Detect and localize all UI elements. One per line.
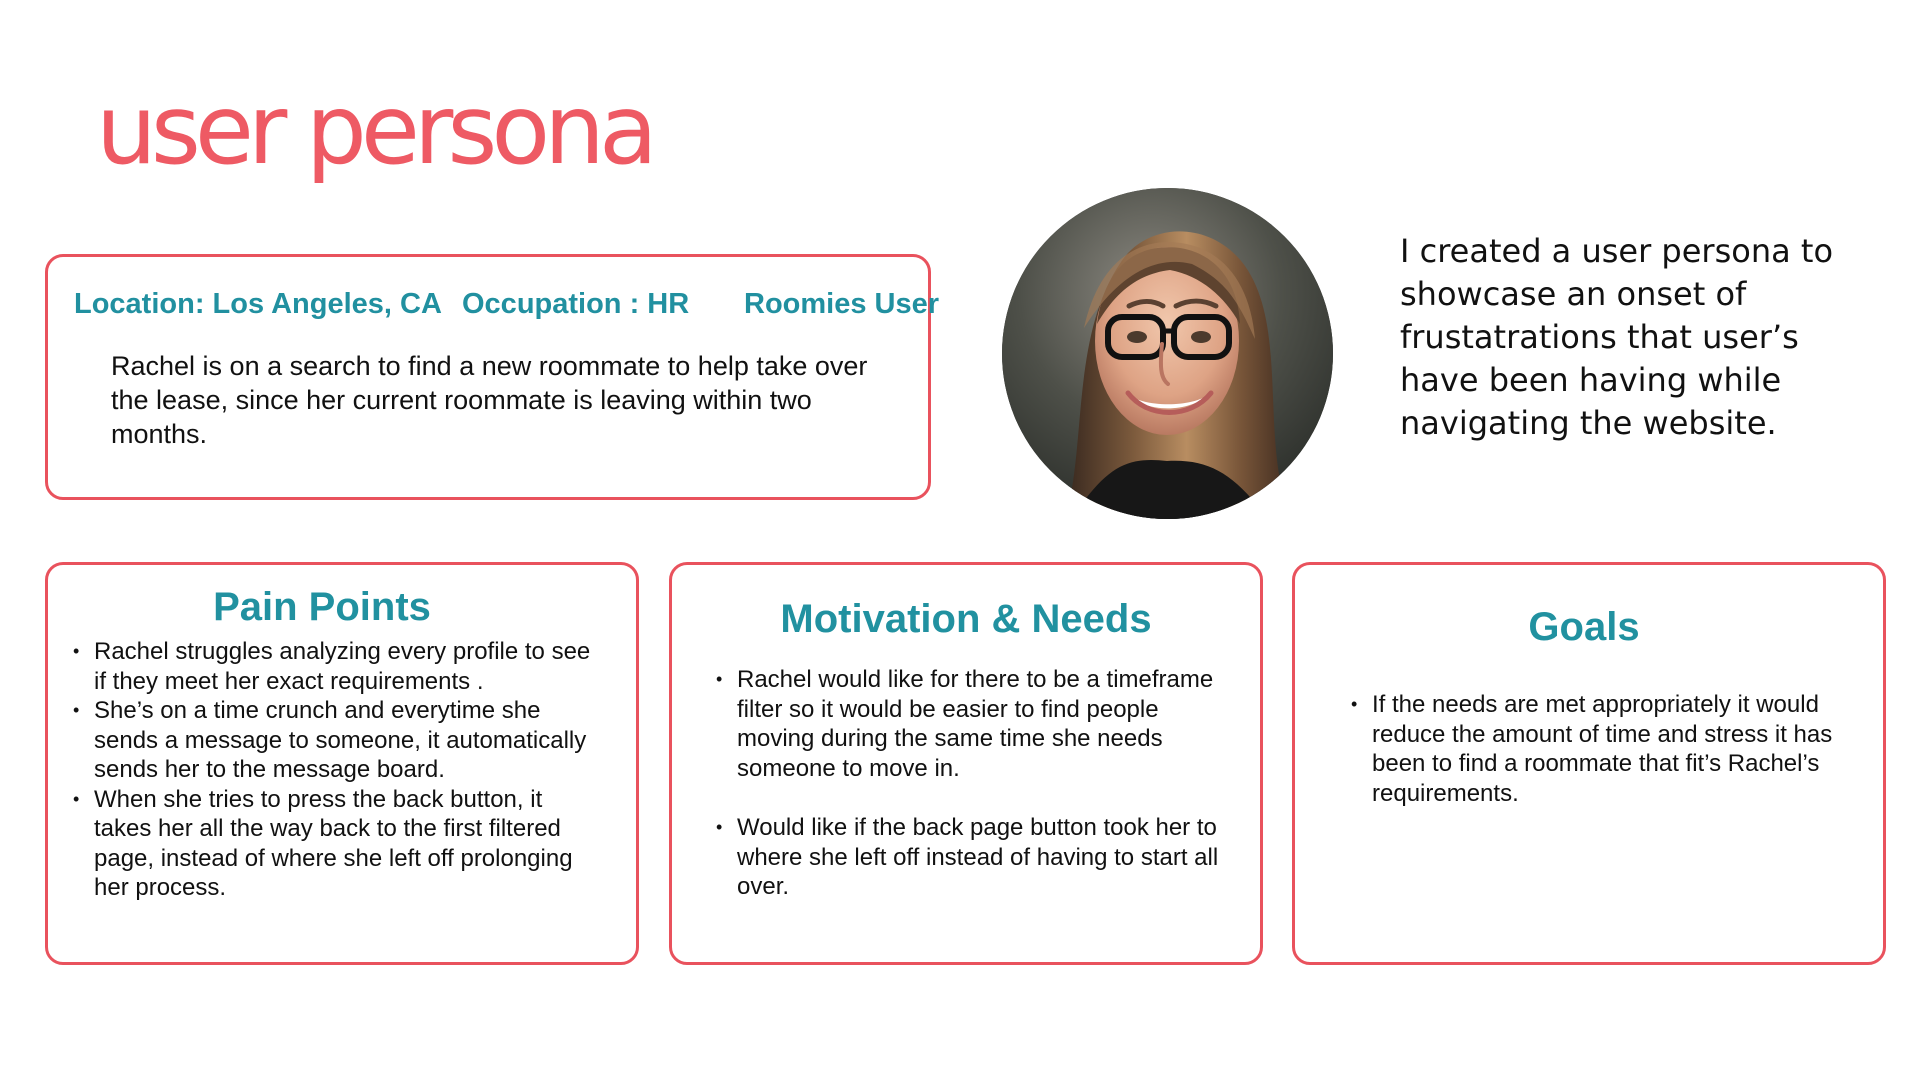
motivation-needs-title: Motivation & Needs bbox=[780, 597, 1152, 641]
persona-introduction: I created a user persona to showcase an onset of frustatrations that user’s have been having while navigating the website. bbox=[1400, 232, 1834, 442]
goals-title: Goals bbox=[1528, 605, 1640, 649]
motivation-need-item: • Would like if the back page button took her to where she left off instead of having to start all over. bbox=[737, 813, 1242, 902]
pain-point-item: • She’s on a time crunch and everytime she sends a message to someone, it automatically sends her to the message board. bbox=[94, 696, 594, 785]
user-type-label: Roomies User bbox=[744, 288, 940, 320]
persona-portrait bbox=[1002, 188, 1333, 519]
pain-point-item: • When she tries to press the back button, it takes her all the way back to the first filtered page, instead of where she left off prolonging her process. bbox=[94, 785, 594, 903]
persona-details-row bbox=[74, 288, 940, 328]
page-title: user persona bbox=[96, 74, 652, 186]
persona-description: Rachel is on a search to find a new roommate to help take over the lease, since her current roommate is leaving within two months. bbox=[111, 351, 868, 449]
location-label: Location: Los Angeles, CA bbox=[74, 288, 442, 320]
motivation-need-item: • Rachel would like for there to be a timeframe filter so it would be easier to find people moving during the same time she needs someone to move in. bbox=[737, 665, 1242, 783]
motivation-needs-card bbox=[669, 562, 1263, 965]
motivation-needs-list bbox=[737, 665, 1242, 902]
pain-points-list bbox=[94, 637, 594, 903]
woman-portrait-icon bbox=[1002, 188, 1333, 519]
goals-list bbox=[1372, 690, 1852, 808]
pain-points-card bbox=[45, 562, 639, 965]
pain-points-title: Pain Points bbox=[213, 585, 431, 629]
persona-profile-card bbox=[45, 254, 940, 500]
goal-item: • If the needs are met appropriately it would reduce the amount of time and stress it has been to find a roommate that fit’s Rachel’s requirements. bbox=[1372, 690, 1852, 808]
goals-card bbox=[1292, 562, 1886, 965]
occupation-label: Occupation : HR bbox=[462, 288, 690, 320]
pain-point-item: • Rachel struggles analyzing every profile to see if they meet her exact requirements . bbox=[94, 637, 594, 696]
